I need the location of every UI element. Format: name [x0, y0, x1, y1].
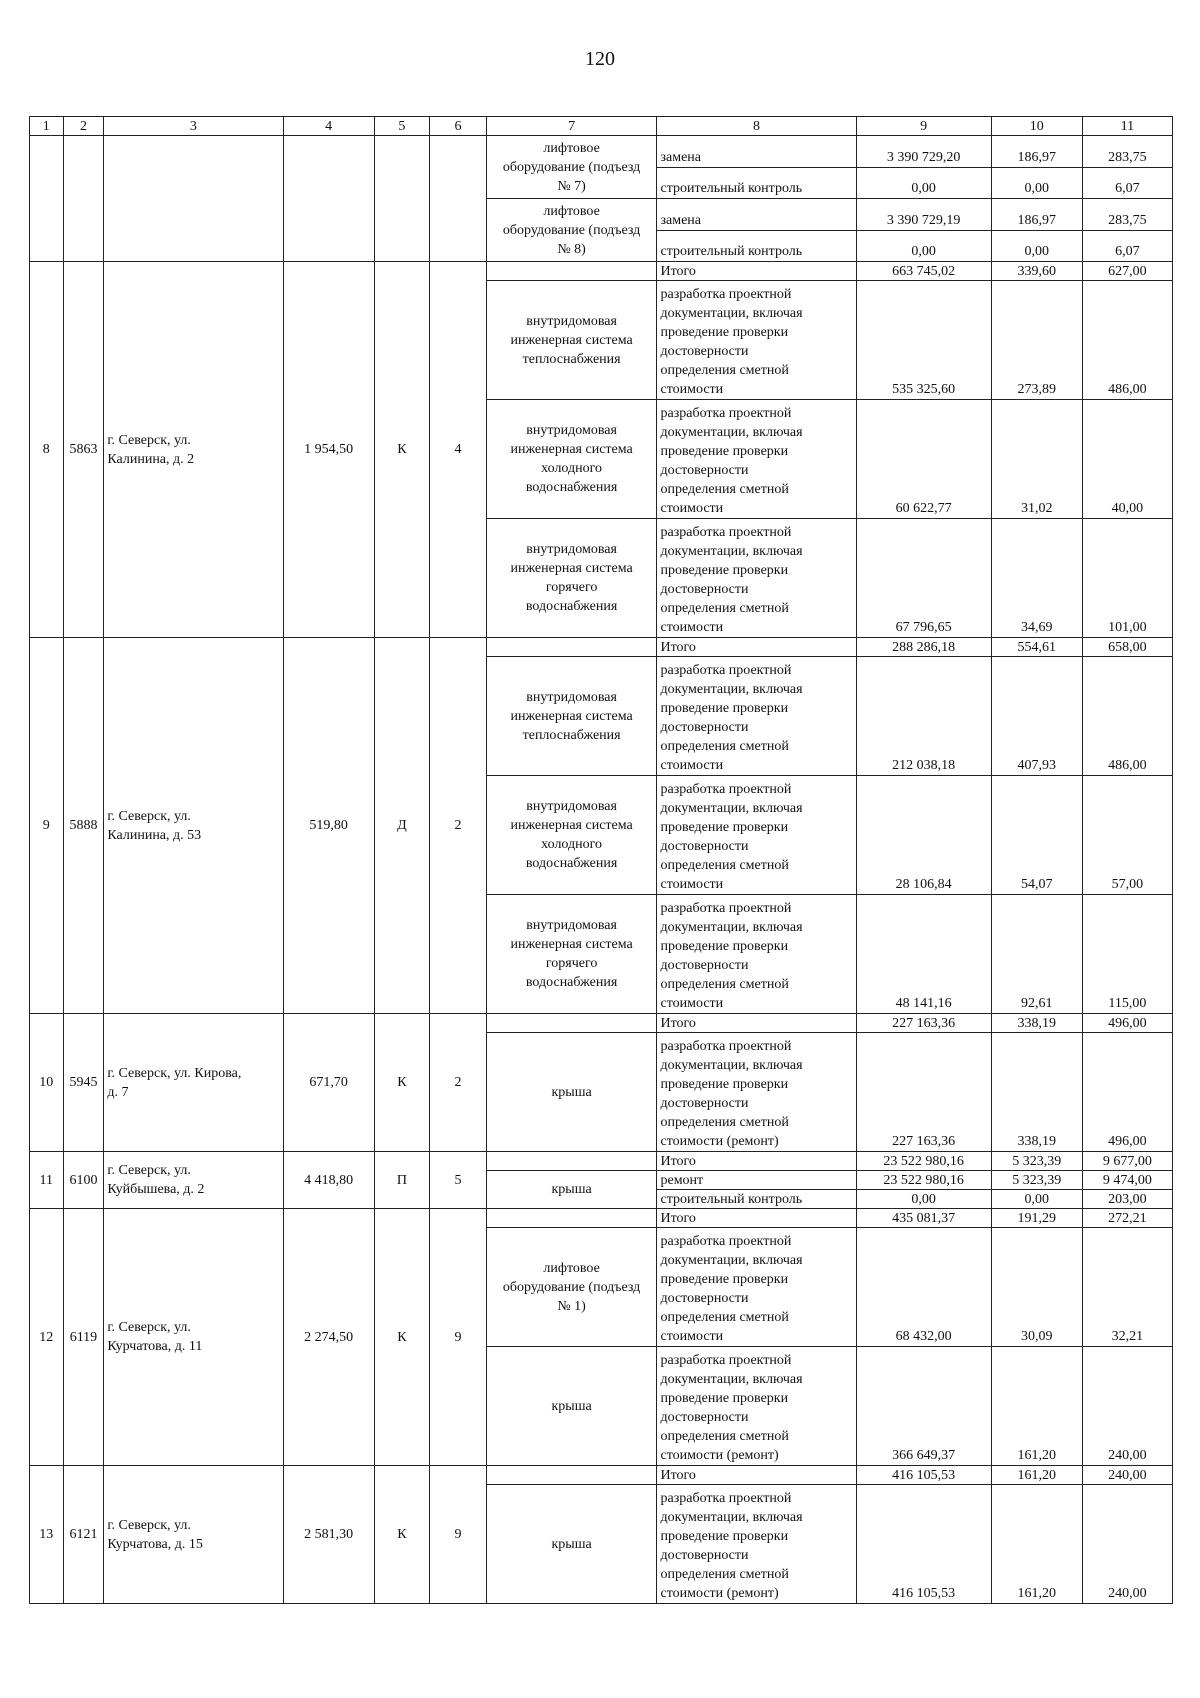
- total-limit-cost: 9 677,00: [1082, 1152, 1172, 1171]
- total-specific-cost: 554,61: [991, 638, 1082, 657]
- limit-cost-cell: 283,75: [1082, 199, 1172, 231]
- specific-cost-cell: 407,93: [991, 657, 1082, 776]
- house-floors: 9: [430, 1209, 487, 1466]
- table-row: [30, 136, 1173, 168]
- limit-cost-cell: 9 474,00: [1082, 1171, 1172, 1190]
- column-header: 2: [63, 117, 104, 136]
- house-code: 5863: [63, 262, 104, 638]
- house-floors: 2: [430, 1014, 487, 1152]
- house-code: 6121: [63, 1466, 104, 1604]
- house-code: 5888: [63, 638, 104, 1014]
- total-label: Итого: [657, 638, 856, 657]
- limit-cost-cell: 115,00: [1082, 895, 1172, 1014]
- element-cell: крыша: [486, 1033, 657, 1152]
- cost-cell: 0,00: [856, 168, 991, 199]
- total-row: [30, 1466, 1173, 1485]
- total-limit-cost: 496,00: [1082, 1014, 1172, 1033]
- house-address: г. Северск, ул. Калинина, д. 53: [104, 638, 283, 1014]
- cost-cell: 0,00: [856, 1190, 991, 1209]
- specific-cost-cell: 54,07: [991, 776, 1082, 895]
- column-header: 4: [283, 117, 374, 136]
- house-area: 4 418,80: [283, 1152, 374, 1209]
- element-cell: внутридомовая инженерная система теплоснабжения: [486, 657, 657, 776]
- total-specific-cost: 338,19: [991, 1014, 1082, 1033]
- limit-cost-cell: 240,00: [1082, 1347, 1172, 1466]
- cost-cell: 68 432,00: [856, 1228, 991, 1347]
- empty-cell: [283, 136, 374, 262]
- column-header: 8: [657, 117, 856, 136]
- cost-cell: 3 390 729,19: [856, 199, 991, 231]
- house-floors: 5: [430, 1152, 487, 1209]
- total-specific-cost: 161,20: [991, 1466, 1082, 1485]
- total-label: Итого: [657, 1209, 856, 1228]
- element-cell: внутридомовая инженерная система теплоснабжения: [486, 281, 657, 400]
- specific-cost-cell: 186,97: [991, 199, 1082, 231]
- cost-cell: 0,00: [856, 231, 991, 262]
- total-limit-cost: 627,00: [1082, 262, 1172, 281]
- house-area: 2 274,50: [283, 1209, 374, 1466]
- cost-cell: 416 105,53: [856, 1485, 991, 1604]
- specific-cost-cell: 161,20: [991, 1485, 1082, 1604]
- empty-cell: [486, 1209, 657, 1228]
- limit-cost-cell: 57,00: [1082, 776, 1172, 895]
- total-cost: 23 522 980,16: [856, 1152, 991, 1171]
- house-category: К: [374, 1466, 430, 1604]
- element-cell: крыша: [486, 1485, 657, 1604]
- work-cell: строительный контроль: [657, 168, 856, 199]
- column-number-row: [30, 117, 1173, 136]
- total-specific-cost: 339,60: [991, 262, 1082, 281]
- cost-cell: 60 622,77: [856, 400, 991, 519]
- total-cost: 663 745,02: [856, 262, 991, 281]
- house-address: г. Северск, ул. Калинина, д. 2: [104, 262, 283, 638]
- cost-cell: 23 522 980,16: [856, 1171, 991, 1190]
- specific-cost-cell: 186,97: [991, 136, 1082, 168]
- total-cost: 416 105,53: [856, 1466, 991, 1485]
- house-floors: 4: [430, 262, 487, 638]
- column-header: 1: [30, 117, 64, 136]
- house-address: г. Северск, ул. Куйбышева, д. 2: [104, 1152, 283, 1209]
- limit-cost-cell: 32,21: [1082, 1228, 1172, 1347]
- work-cell: замена: [657, 136, 856, 168]
- specific-cost-cell: 5 323,39: [991, 1171, 1082, 1190]
- total-row: [30, 638, 1173, 657]
- element-cell: крыша: [486, 1347, 657, 1466]
- specific-cost-cell: 273,89: [991, 281, 1082, 400]
- house-category: П: [374, 1152, 430, 1209]
- specific-cost-cell: 34,69: [991, 519, 1082, 638]
- limit-cost-cell: 486,00: [1082, 281, 1172, 400]
- limit-cost-cell: 6,07: [1082, 231, 1172, 262]
- total-row: [30, 262, 1173, 281]
- capital-repair-table: [29, 116, 1173, 1604]
- total-row: [30, 1152, 1173, 1171]
- empty-cell: [430, 136, 487, 262]
- limit-cost-cell: 101,00: [1082, 519, 1172, 638]
- column-header: 11: [1082, 117, 1172, 136]
- row-number: 11: [30, 1152, 64, 1209]
- work-cell: разработка проектной документации, включая проведение проверки достоверности определения сметной стоимости: [657, 1228, 856, 1347]
- total-limit-cost: 240,00: [1082, 1466, 1172, 1485]
- cost-cell: 535 325,60: [856, 281, 991, 400]
- element-cell: внутридомовая инженерная система холодного водоснабжения: [486, 400, 657, 519]
- cost-cell: 48 141,16: [856, 895, 991, 1014]
- cost-cell: 3 390 729,20: [856, 136, 991, 168]
- specific-cost-cell: 30,09: [991, 1228, 1082, 1347]
- column-header: 6: [430, 117, 487, 136]
- empty-cell: [63, 136, 104, 262]
- specific-cost-cell: 0,00: [991, 168, 1082, 199]
- work-cell: замена: [657, 199, 856, 231]
- specific-cost-cell: 0,00: [991, 231, 1082, 262]
- column-header: 7: [486, 117, 657, 136]
- house-category: К: [374, 1014, 430, 1152]
- house-area: 519,80: [283, 638, 374, 1014]
- specific-cost-cell: 161,20: [991, 1347, 1082, 1466]
- total-row: [30, 1209, 1173, 1228]
- house-code: 6100: [63, 1152, 104, 1209]
- cost-cell: 366 649,37: [856, 1347, 991, 1466]
- house-category: Д: [374, 638, 430, 1014]
- house-address: г. Северск, ул. Кирова, д. 7: [104, 1014, 283, 1152]
- empty-cell: [486, 1014, 657, 1033]
- limit-cost-cell: 496,00: [1082, 1033, 1172, 1152]
- row-number: 8: [30, 262, 64, 638]
- house-floors: 2: [430, 638, 487, 1014]
- house-code: 5945: [63, 1014, 104, 1152]
- total-label: Итого: [657, 262, 856, 281]
- empty-cell: [104, 136, 283, 262]
- work-cell: строительный контроль: [657, 1190, 856, 1209]
- empty-cell: [374, 136, 430, 262]
- work-cell: ремонт: [657, 1171, 856, 1190]
- total-specific-cost: 5 323,39: [991, 1152, 1082, 1171]
- empty-cell: [486, 638, 657, 657]
- work-cell: разработка проектной документации, включая проведение проверки достоверности определения сметной стоимости: [657, 281, 856, 400]
- specific-cost-cell: 338,19: [991, 1033, 1082, 1152]
- total-limit-cost: 272,21: [1082, 1209, 1172, 1228]
- limit-cost-cell: 40,00: [1082, 400, 1172, 519]
- total-cost: 227 163,36: [856, 1014, 991, 1033]
- element-cell: лифтовое оборудование (подъезд № 8): [486, 199, 657, 262]
- cost-cell: 212 038,18: [856, 657, 991, 776]
- total-label: Итого: [657, 1152, 856, 1171]
- column-header: 10: [991, 117, 1082, 136]
- total-specific-cost: 191,29: [991, 1209, 1082, 1228]
- house-category: К: [374, 1209, 430, 1466]
- column-header: 5: [374, 117, 430, 136]
- work-cell: разработка проектной документации, включая проведение проверки достоверности определения сметной стоимости: [657, 519, 856, 638]
- specific-cost-cell: 92,61: [991, 895, 1082, 1014]
- row-number: 10: [30, 1014, 64, 1152]
- work-cell: разработка проектной документации, включая проведение проверки достоверности определения сметной стоимости (ремонт): [657, 1347, 856, 1466]
- empty-cell: [30, 136, 64, 262]
- row-number: 13: [30, 1466, 64, 1604]
- work-cell: разработка проектной документации, включая проведение проверки достоверности определения сметной стоимости: [657, 776, 856, 895]
- empty-cell: [486, 262, 657, 281]
- house-address: г. Северск, ул. Курчатова, д. 11: [104, 1209, 283, 1466]
- element-cell: лифтовое оборудование (подъезд № 1): [486, 1228, 657, 1347]
- house-address: г. Северск, ул. Курчатова, д. 15: [104, 1466, 283, 1604]
- total-cost: 435 081,37: [856, 1209, 991, 1228]
- house-area: 1 954,50: [283, 262, 374, 638]
- limit-cost-cell: 486,00: [1082, 657, 1172, 776]
- element-cell: внутридомовая инженерная система горячего водоснабжения: [486, 519, 657, 638]
- column-header: 9: [856, 117, 991, 136]
- work-cell: разработка проектной документации, включая проведение проверки достоверности определения сметной стоимости: [657, 895, 856, 1014]
- cost-cell: 67 796,65: [856, 519, 991, 638]
- house-area: 671,70: [283, 1014, 374, 1152]
- element-cell: внутридомовая инженерная система горячего водоснабжения: [486, 895, 657, 1014]
- element-cell: внутридомовая инженерная система холодного водоснабжения: [486, 776, 657, 895]
- page-number: 120: [585, 48, 615, 70]
- cost-cell: 28 106,84: [856, 776, 991, 895]
- work-cell: разработка проектной документации, включая проведение проверки достоверности определения сметной стоимости (ремонт): [657, 1033, 856, 1152]
- row-number: 12: [30, 1209, 64, 1466]
- house-category: К: [374, 262, 430, 638]
- house-code: 6119: [63, 1209, 104, 1466]
- empty-cell: [486, 1152, 657, 1171]
- work-cell: строительный контроль: [657, 231, 856, 262]
- element-cell: лифтовое оборудование (подъезд № 7): [486, 136, 657, 199]
- work-cell: разработка проектной документации, включая проведение проверки достоверности определения сметной стоимости: [657, 400, 856, 519]
- limit-cost-cell: 283,75: [1082, 136, 1172, 168]
- column-header: 3: [104, 117, 283, 136]
- row-number: 9: [30, 638, 64, 1014]
- total-label: Итого: [657, 1466, 856, 1485]
- total-cost: 288 286,18: [856, 638, 991, 657]
- house-area: 2 581,30: [283, 1466, 374, 1604]
- cost-cell: 227 163,36: [856, 1033, 991, 1152]
- empty-cell: [486, 1466, 657, 1485]
- work-cell: разработка проектной документации, включая проведение проверки достоверности определения сметной стоимости: [657, 657, 856, 776]
- limit-cost-cell: 6,07: [1082, 168, 1172, 199]
- limit-cost-cell: 240,00: [1082, 1485, 1172, 1604]
- limit-cost-cell: 203,00: [1082, 1190, 1172, 1209]
- total-limit-cost: 658,00: [1082, 638, 1172, 657]
- element-cell: крыша: [486, 1171, 657, 1209]
- specific-cost-cell: 31,02: [991, 400, 1082, 519]
- work-cell: разработка проектной документации, включая проведение проверки достоверности определения сметной стоимости (ремонт): [657, 1485, 856, 1604]
- total-row: [30, 1014, 1173, 1033]
- specific-cost-cell: 0,00: [991, 1190, 1082, 1209]
- house-floors: 9: [430, 1466, 487, 1604]
- total-label: Итого: [657, 1014, 856, 1033]
